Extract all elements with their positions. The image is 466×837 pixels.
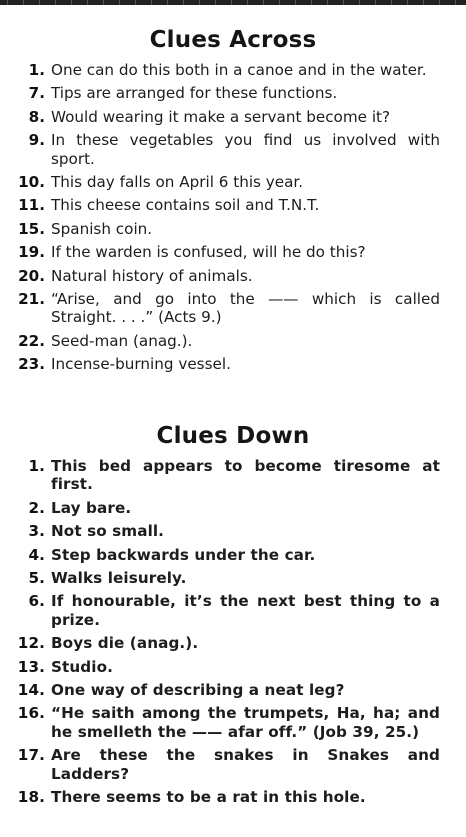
- clue-number: 11.: [18, 196, 45, 215]
- clue-across-item: [0, 355, 466, 373]
- clues-down-list: [0, 457, 466, 812]
- clue-across-item: [0, 84, 466, 102]
- clue-number: 10.: [18, 173, 45, 192]
- clue-number: 6.: [28, 592, 45, 611]
- clue-down-item: [0, 499, 466, 517]
- clue-number: 4.: [28, 545, 45, 564]
- clue-text: “Arise, and go into the —— which is called Straight. . . .” (Acts 9.): [51, 290, 440, 327]
- clue-text: Incense-burning vessel.: [51, 355, 231, 374]
- clue-number: 5.: [28, 569, 45, 588]
- clue-down-item: [0, 681, 466, 699]
- clues-down-heading: Clues Down: [156, 423, 310, 449]
- clue-text: Studio.: [51, 657, 113, 676]
- clue-down-item: [0, 546, 466, 564]
- clue-text: Not so small.: [51, 522, 165, 541]
- clue-number: 18.: [17, 788, 45, 807]
- clue-across-item: [0, 290, 466, 327]
- clue-text: One way of describing a neat leg?: [51, 681, 345, 700]
- clue-text: This bed appears to become tiresome at first.: [51, 457, 440, 494]
- clue-across-item: [0, 220, 466, 238]
- clue-down-item: [0, 457, 466, 494]
- clue-across-item: [0, 243, 466, 261]
- clue-down-item: [0, 569, 466, 587]
- clue-text: Seed-man (anag.).: [51, 331, 193, 350]
- clue-number: 20.: [18, 266, 45, 285]
- clue-down-item: [0, 746, 466, 783]
- clue-number: 9.: [28, 131, 45, 150]
- clue-text: Tips are arranged for these functions.: [51, 84, 338, 103]
- clue-across-item: [0, 196, 466, 214]
- clue-text: Would wearing it make a servant become it?: [51, 107, 391, 126]
- clue-number: 14.: [17, 681, 45, 700]
- clue-number: 17.: [17, 746, 45, 765]
- clues-across-list: [0, 61, 466, 379]
- clue-number: 23.: [18, 355, 45, 374]
- clue-across-item: [0, 108, 466, 126]
- clue-down-item: [0, 522, 466, 540]
- clue-across-item: [0, 61, 466, 79]
- clue-text: One can do this both in a canoe and in the water.: [51, 61, 427, 79]
- clue-text: Natural history of animals.: [51, 266, 253, 285]
- clue-number: 22.: [18, 331, 45, 350]
- clue-text: Boys die (anag.).: [51, 634, 199, 653]
- clue-text: This cheese contains soil and T.N.T.: [51, 196, 320, 215]
- clue-across-item: [0, 267, 466, 285]
- clue-number: 13.: [17, 657, 45, 676]
- clue-text: If the warden is confused, will he do this?: [51, 243, 366, 262]
- clue-across-item: [0, 131, 466, 168]
- clue-text: “He saith among the trumpets, Ha, ha; and he smelleth the —— afar off.” (Job 39, 25.): [51, 704, 440, 741]
- clue-text: Step backwards under the car.: [51, 545, 316, 564]
- clue-down-item: [0, 658, 466, 676]
- clue-text: If honourable, it’s the next best thing to a prize.: [51, 592, 440, 629]
- clue-down-item: [0, 704, 466, 741]
- clue-down-item: [0, 634, 466, 652]
- clues-across-heading: Clues Across: [149, 27, 317, 53]
- clue-number: 1.: [28, 61, 45, 79]
- clue-down-item: [0, 788, 466, 806]
- clue-text: There seems to be a rat in this hole.: [51, 788, 366, 807]
- clue-number: 8.: [28, 107, 45, 126]
- clue-text: In these vegetables you find us involved with sport.: [51, 131, 440, 168]
- clue-number: 3.: [28, 522, 45, 541]
- clue-down-item: [0, 592, 466, 629]
- top-rule: [0, 0, 466, 5]
- clue-text: Are these the snakes in Snakes and Ladders?: [51, 746, 440, 783]
- clue-text: Spanish coin.: [51, 219, 153, 238]
- clue-number: 16.: [17, 704, 45, 723]
- clue-number: 7.: [28, 84, 45, 103]
- clue-text: Walks leisurely.: [51, 569, 187, 588]
- clue-number: 2.: [28, 498, 45, 517]
- clue-across-item: [0, 332, 466, 350]
- clue-text: This day falls on April 6 this year.: [51, 173, 304, 192]
- clue-across-item: [0, 173, 466, 191]
- clue-number: 1.: [28, 457, 45, 475]
- clue-number: 21.: [18, 290, 45, 309]
- clue-number: 19.: [18, 243, 45, 262]
- clue-number: 15.: [18, 219, 45, 238]
- clue-number: 12.: [17, 634, 45, 653]
- clue-text: Lay bare.: [51, 498, 132, 517]
